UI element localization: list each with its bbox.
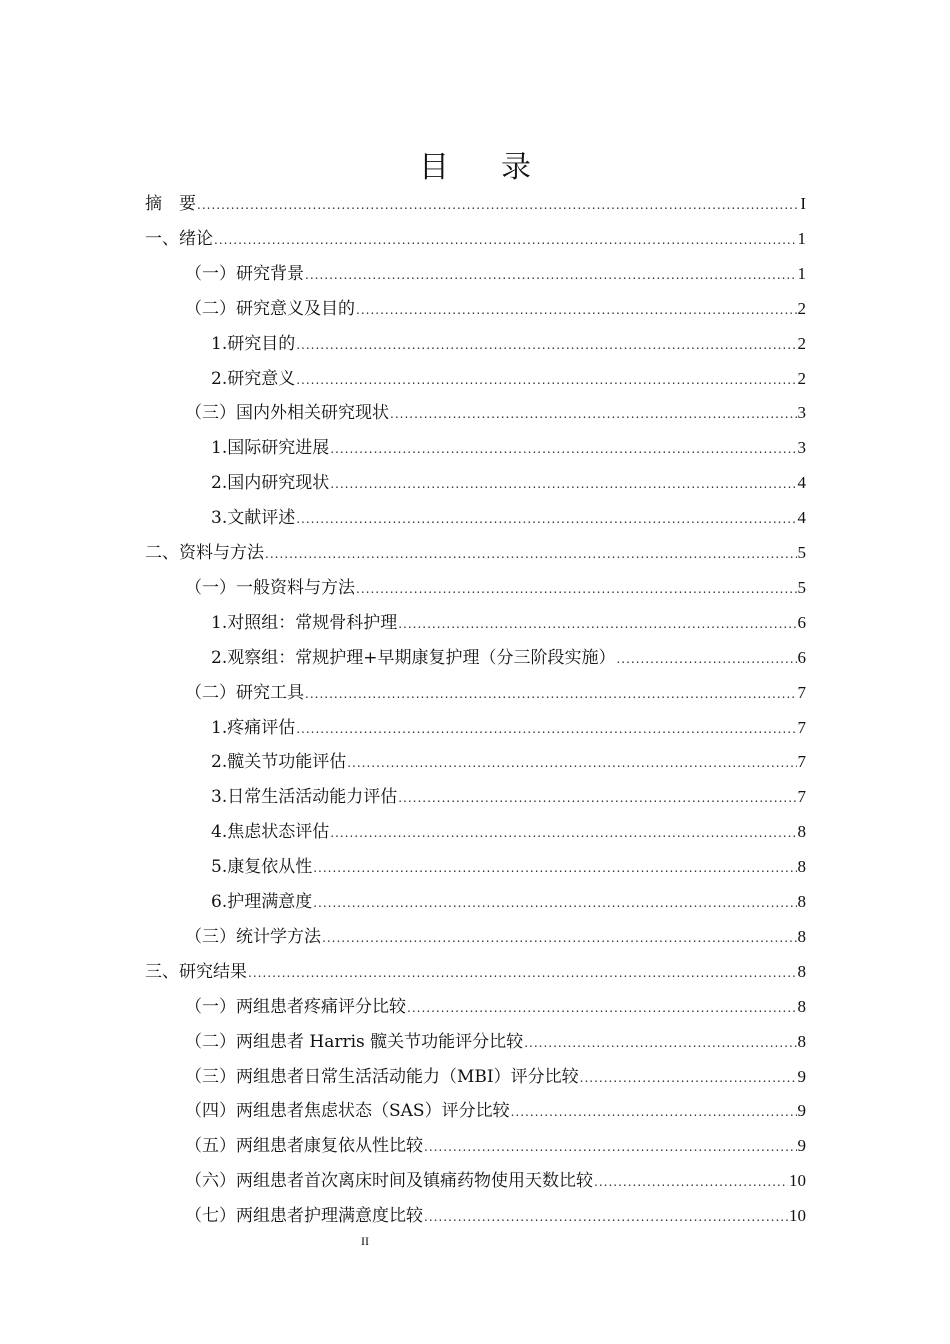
toc-entry[interactable] — [145, 535, 806, 570]
toc-entry-label: 摘 要 — [145, 194, 196, 214]
toc-leader-dots — [390, 397, 797, 432]
toc-entry-page: 5 — [797, 577, 806, 597]
toc-leader-dots — [197, 188, 799, 223]
toc-leader-dots — [296, 712, 796, 747]
toc-entry[interactable] — [185, 919, 806, 954]
title-char-1: 目 — [419, 150, 449, 185]
toc-entry[interactable] — [211, 779, 806, 814]
toc-entry-page: 8 — [797, 892, 806, 911]
toc-entry-label: （四）两组患者焦虑状态（SAS）评分比较 — [185, 1101, 510, 1122]
toc-leader-dots — [330, 816, 796, 851]
toc-entry[interactable] — [211, 744, 806, 779]
toc-entry-page: 2 — [797, 333, 806, 353]
toc-leader-dots — [511, 1095, 797, 1130]
toc-entry[interactable] — [185, 1059, 806, 1094]
toc-entry[interactable] — [211, 430, 806, 465]
toc-entry-label: （二）研究工具 — [185, 682, 304, 703]
toc-leader-dots — [398, 781, 796, 816]
toc-leader-dots — [580, 1061, 797, 1096]
toc-entry-page: 10 — [789, 1206, 806, 1226]
toc-entry-page: 4 — [797, 473, 806, 493]
toc-entry-label: 2.髋关节功能评估 — [211, 752, 347, 773]
toc-entry-page: 2 — [797, 368, 806, 388]
toc-entry-label: （一）研究背景 — [185, 263, 304, 284]
toc-entry-page: 8 — [797, 926, 806, 946]
toc-leader-dots — [424, 1130, 797, 1165]
toc-leader-dots — [356, 293, 797, 328]
toc-leader-dots — [305, 677, 797, 712]
toc-entry-page: 3 — [797, 438, 806, 458]
toc-entry-page: 9 — [797, 1136, 806, 1156]
toc-entry-label: 5.康复依从性 — [211, 857, 313, 878]
toc-entry[interactable] — [211, 605, 806, 640]
toc-entry-label: 3.文献评述 — [211, 508, 296, 529]
toc-entry-label: 一、绪论 — [145, 228, 213, 249]
toc-leader-dots — [356, 572, 797, 607]
toc-entry[interactable] — [145, 954, 806, 989]
toc-entry[interactable] — [185, 1093, 806, 1128]
toc-entry-page: 8 — [797, 961, 806, 981]
toc-entry-label: 4.焦虑状态评估 — [211, 822, 330, 843]
toc-leader-dots — [313, 886, 796, 921]
toc-entry-page: 7 — [797, 752, 806, 772]
toc-leader-dots — [265, 537, 797, 572]
toc-entry-page: 8 — [797, 996, 806, 1016]
toc-entry-label: 2.观察组：常规护理+早期康复护理（分三阶段实施） — [211, 647, 616, 668]
toc-leader-dots — [330, 467, 796, 502]
title-char-2: 录 — [501, 150, 531, 185]
toc-leader-dots — [330, 432, 796, 467]
toc-entry-page: 8 — [797, 857, 806, 877]
toc-entry[interactable] — [211, 710, 806, 745]
toc-leader-dots — [296, 502, 796, 537]
toc-entry-page: 9 — [797, 1066, 806, 1086]
toc-entry-label: （二）研究意义及目的 — [185, 298, 355, 319]
toc-entry-label: 1.对照组：常规骨科护理 — [211, 612, 398, 633]
toc-entry-page: 10 — [789, 1171, 806, 1191]
toc-entry[interactable] — [185, 1163, 806, 1198]
toc-entry[interactable] — [185, 1198, 806, 1233]
toc-entry[interactable] — [211, 849, 806, 884]
toc-entry-page: 1 — [797, 228, 806, 248]
toc-entry[interactable] — [211, 884, 806, 919]
toc-leader-dots — [398, 607, 796, 642]
toc-leader-dots — [214, 223, 797, 258]
toc-entry[interactable] — [185, 675, 806, 710]
toc-leader-dots — [296, 328, 796, 363]
toc-leader-dots — [407, 991, 797, 1026]
toc-entry-page: 6 — [797, 612, 806, 632]
toc-entry-label: （六）两组患者首次离床时间及镇痛药物使用天数比较 — [185, 1171, 593, 1192]
toc-entry[interactable] — [185, 989, 806, 1024]
toc-entry-label: 6.护理满意度 — [211, 892, 313, 912]
toc-entry-page: 5 — [797, 543, 806, 562]
toc-entry[interactable] — [185, 1024, 806, 1059]
toc-leader-dots — [313, 851, 796, 886]
toc-entry[interactable] — [211, 500, 806, 535]
toc-entry-label: （一）两组患者疼痛评分比较 — [185, 996, 406, 1017]
toc-entry-page: 1 — [797, 263, 806, 283]
toc-entry[interactable] — [145, 221, 806, 256]
toc-entry-label: 2.研究意义 — [211, 368, 296, 389]
toc-entry-page: 9 — [797, 1101, 806, 1121]
toc-leader-dots — [248, 956, 797, 991]
toc-entry-label: （三）国内外相关研究现状 — [185, 403, 389, 424]
toc-entry[interactable] — [145, 186, 806, 221]
toc-leader-dots — [296, 363, 796, 398]
toc-entry-label: （三）统计学方法 — [185, 926, 321, 947]
toc-leader-dots — [347, 746, 796, 781]
footer-page-number: II — [361, 1234, 369, 1248]
toc-entry-label: 1.研究目的 — [211, 333, 296, 354]
toc-entry-label: （五）两组患者康复依从性比较 — [185, 1136, 423, 1157]
toc-entry-label: 2.国内研究现状 — [211, 473, 330, 494]
toc-entry-label: （二）两组患者 Harris 髋关节功能评分比较 — [185, 1031, 524, 1052]
toc-entry-page: 7 — [797, 787, 806, 807]
toc-leader-dots — [524, 1026, 796, 1061]
toc-entry-page: 8 — [797, 1031, 806, 1051]
toc-entry[interactable] — [211, 361, 806, 396]
toc-entry[interactable] — [211, 326, 806, 361]
toc-entry-page: 4 — [797, 508, 806, 528]
toc-entry-label: （三）两组患者日常生活活动能力（MBI）评分比较 — [185, 1066, 579, 1087]
toc-entry-page: 7 — [797, 682, 806, 702]
page-title — [0, 146, 950, 190]
toc-entry-label: 1.疼痛评估 — [211, 717, 296, 738]
toc-entry-page: 3 — [797, 403, 806, 423]
toc-entry-label: 3.日常生活活动能力评估 — [211, 787, 398, 808]
toc-leader-dots — [322, 921, 797, 956]
toc-leader-dots — [424, 1200, 788, 1235]
toc-entry-page: 2 — [797, 298, 806, 318]
toc-entry-label: 二、资料与方法 — [145, 543, 264, 563]
toc-entry-page: 7 — [797, 717, 806, 737]
toc-entry-label: 三、研究结果 — [145, 961, 247, 982]
toc-entry[interactable] — [185, 291, 806, 326]
toc-entry-label: （一）一般资料与方法 — [185, 577, 355, 598]
toc-entry[interactable] — [185, 395, 806, 430]
toc-leader-dots — [594, 1165, 788, 1200]
toc-entry[interactable] — [211, 465, 806, 500]
toc-entry[interactable] — [185, 256, 806, 291]
toc-leader-dots — [305, 258, 797, 293]
toc-leader-dots — [616, 642, 796, 677]
toc-entry[interactable] — [211, 814, 806, 849]
toc-entry-page: 8 — [797, 822, 806, 842]
toc-entry-page: I — [800, 194, 806, 213]
toc-entry-page: 6 — [797, 647, 806, 667]
toc-entry[interactable] — [211, 640, 806, 675]
toc-entry[interactable] — [185, 1128, 806, 1163]
toc-entry[interactable] — [185, 570, 806, 605]
toc-entry-label: （七）两组患者护理满意度比较 — [185, 1206, 423, 1227]
toc-entry-label: 1.国际研究进展 — [211, 438, 330, 459]
